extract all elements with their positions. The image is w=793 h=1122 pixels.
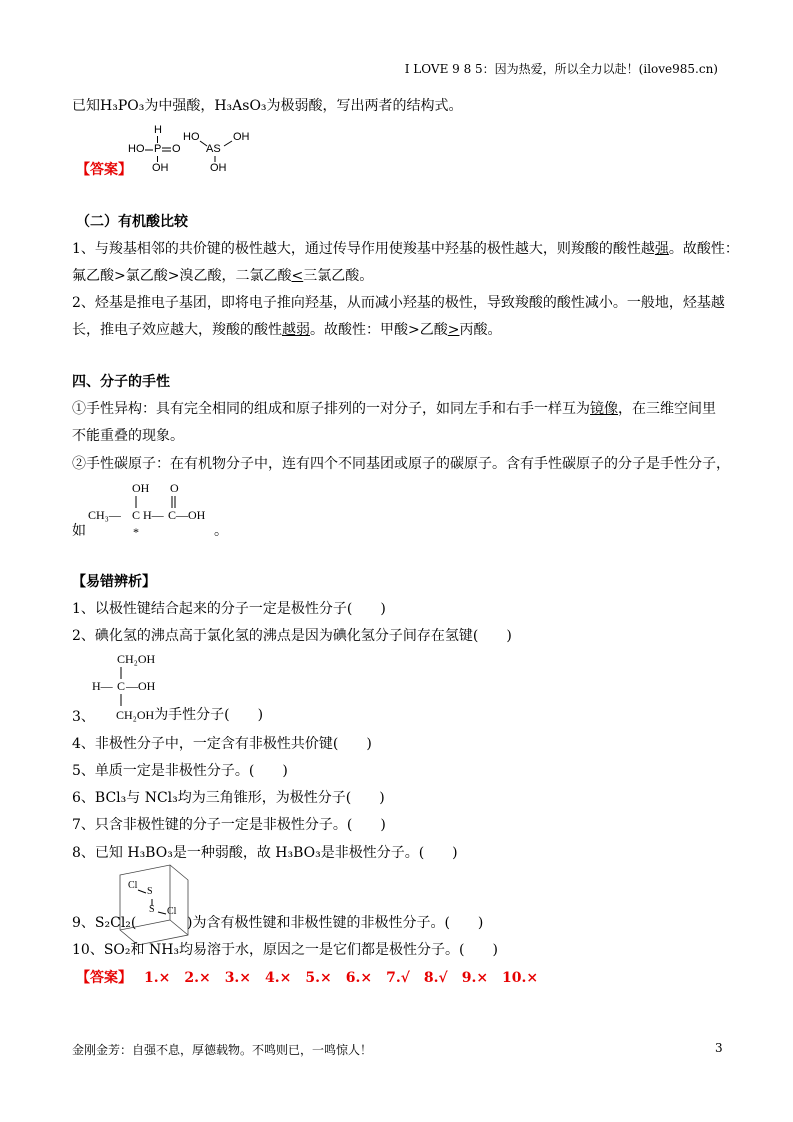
answer-list: 1.× 2.× 3.× 4.× 5.× 6.× 7.√ 8.√ 9.× 10.× <box>144 970 539 986</box>
section-title-organic: （二）有机酸比较 <box>76 214 188 230</box>
lactic-oh: OH <box>132 481 150 495</box>
error-item-7: 7、只含非极性键的分子一定是非极性分子。( ) <box>72 817 386 833</box>
organic-p2-text: 氟乙酸>氯乙酸>溴乙酸，二氯乙酸 <box>72 268 292 284</box>
answer-label-2: 【答案】 <box>76 970 132 986</box>
error-item-9-prefix: 9、S₂Cl₂( <box>72 915 137 931</box>
s2cl2-cl1: Cl <box>128 880 138 891</box>
glycerol-h: H— <box>92 679 113 693</box>
organic-p4-mid: 。故酸性：甲酸>乙酸 <box>310 322 448 338</box>
footer-motto: 金刚金芳：自强不息，厚德载物。不鸣则已，一鸣惊人！ <box>72 1043 373 1057</box>
answer-label-1: 【答案】 <box>76 162 132 178</box>
chiral-p1-text: ①手性异构：具有完全相同的组成和原子排列的一对分子，如同左手和右手一样互为 <box>72 401 590 417</box>
error-item-8: 8、已知 H₃BO₃是一种弱酸，故 H₃BO₃是非极性分子。( ) <box>72 845 458 861</box>
section-title-errors: 【易错辨析】 <box>72 574 156 590</box>
h3po3-h: H <box>154 124 162 136</box>
chiral-p1-answer: 镜像 <box>590 401 618 417</box>
error-item-9-suffix: )为含有极性键和非极性键的非极性分子。( ) <box>187 915 484 931</box>
s2cl2-s2: S <box>149 904 155 915</box>
page-header: I LOVE 9 8 5：因为热爱，所以全力以赴！(ilove985.cn) <box>404 62 718 76</box>
lactic-ch3: CH₃— <box>88 508 121 522</box>
lactic-h: H— <box>143 508 164 522</box>
organic-p4-answer2: > <box>447 322 460 338</box>
organic-p2-answer: < <box>291 268 304 284</box>
error-item-5: 5、单质一定是非极性分子。( ) <box>72 763 288 779</box>
organic-p1-text: 1、与羧基相邻的共价键的极性越大，通过传导作用使羧基中羟基的极性越大，则羧酸的酸性越 <box>72 241 655 257</box>
chiral-p1-tail: ，在三维空间里 <box>618 401 716 417</box>
h3aso3-ho: HO <box>183 131 200 143</box>
organic-p4-answer: 越弱 <box>282 322 310 338</box>
h3aso3-as: AS <box>206 143 221 155</box>
organic-p4-tail: 丙酸。 <box>459 322 502 338</box>
chiral-p3: ②手性碳原子：在有机物分子中，连有四个不同基团或原子的碳原子。含有手性碳原子的分子是手性分子， <box>72 456 730 472</box>
section-title-chiral: 四、分子的手性 <box>72 374 170 390</box>
lactic-c: C <box>132 508 141 522</box>
page-number: 3 <box>715 1041 723 1055</box>
error-item-3-suffix: 为手性分子( ) <box>154 707 264 723</box>
glycerol-c: C <box>117 679 126 693</box>
organic-p3: 2、烃基是推电子基团，即将电子推向羟基，从而减小羟基的极性，导致羧酸的酸性减小。一般地，烃基越 <box>72 295 725 311</box>
chiral-p2: 不能重叠的现象。 <box>72 428 184 444</box>
lactic-o: O <box>170 481 179 495</box>
glycerol-top: CH₂OH <box>117 652 156 666</box>
error-item-1: 1、以极性键结合起来的分子一定是极性分子( ) <box>72 601 386 617</box>
h3aso3-oh2: OH <box>210 162 227 174</box>
glycerol-bottom: CH₂OH <box>116 708 155 722</box>
organic-p4-text: 长，推电子效应越大，羧酸的酸性 <box>72 322 282 338</box>
error-item-10: 10、SO₂和 NH₃均易溶于水，原因之一是它们都是极性分子。( ) <box>72 942 498 958</box>
error-item-3-prefix: 3、 <box>72 709 95 725</box>
question-h3po3: 已知H₃PO₃为中强酸，H₃AsO₃为极弱酸，写出两者的结构式。 <box>72 98 463 114</box>
error-item-2: 2、碘化氢的沸点高于氯化氢的沸点是因为碘化氢分子间存在氢键( ) <box>72 628 512 644</box>
error-item-6: 6、BCl₃与 NCl₃均为三角锥形，为极性分子( ) <box>72 790 385 806</box>
error-item-4: 4、非极性分子中，一定含有非极性共价键( ) <box>72 736 372 752</box>
h3aso3-oh1: OH <box>233 131 250 143</box>
glycerol-oh: —OH <box>126 679 156 693</box>
chiral-p4-suffix: 。 <box>214 523 228 539</box>
s2cl2-s1: S <box>147 886 153 897</box>
organic-p1-answer: 强 <box>654 241 669 257</box>
organic-p1-tail: 。故酸性： <box>668 241 739 257</box>
chiral-p4-prefix: 如 <box>72 523 86 539</box>
s2cl2-cl2: Cl <box>167 906 177 917</box>
h3po3-o: O <box>172 143 181 155</box>
lactic-star: * <box>133 525 139 539</box>
lactic-cooh: C—OH <box>168 508 206 522</box>
h3po3-p: P <box>154 143 162 155</box>
organic-p2-tail: 三氯乙酸。 <box>303 268 374 284</box>
h3po3-ho: HO <box>128 143 145 155</box>
h3po3-oh: OH <box>152 162 169 174</box>
